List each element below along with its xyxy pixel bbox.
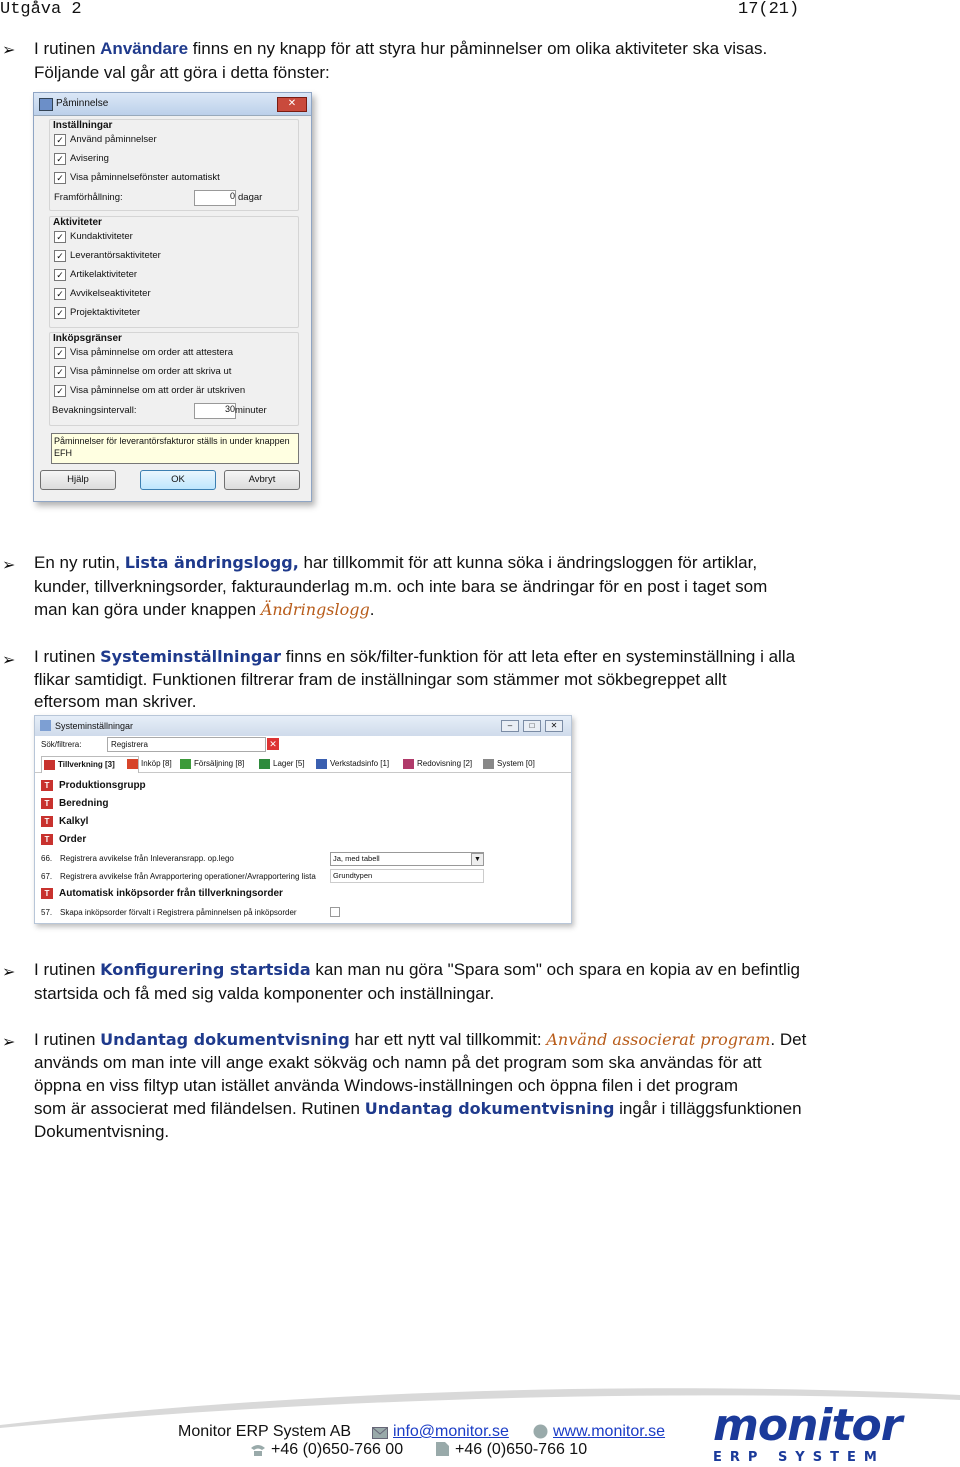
group-row[interactable] [41, 832, 86, 848]
setting-number: 67. [41, 872, 53, 881]
app-icon [40, 720, 51, 731]
clear-icon[interactable]: ✕ [267, 738, 279, 750]
bullet-2: ➢ [2, 557, 16, 574]
search-label: Sök/filtrera: [41, 740, 82, 749]
bullet-4: ➢ [2, 964, 16, 981]
group-label: Aktiviteter [53, 217, 102, 228]
setting-label: Registrera avvikelse från Avrapportering operationer/Avrapportering lista [60, 872, 316, 881]
text: kunder, tillverkningsorder, fakturaunderlag m.m. och inte bara se ändringar för en post i taget som [34, 576, 768, 596]
checkbox-label: Avvikelseaktiviteter [70, 288, 151, 299]
checkbox-label: Projektaktiviteter [70, 307, 141, 318]
group-row[interactable] [41, 778, 146, 794]
checkbox-label: Visa påminnelse om order att skriva ut [70, 366, 232, 377]
dialog-title: Påminnelse [56, 98, 109, 109]
monitor-logo [713, 1400, 903, 1465]
lead-time-label: Framförhållning: [54, 192, 123, 203]
group-label: Inköpsgränser [53, 333, 122, 344]
text: öppna en viss filtyp utan istället använda Windows-inställningen och öppna filen i det program [34, 1076, 739, 1095]
row-label: Produktionsgrupp [59, 780, 146, 791]
text: En ny rutin, [34, 553, 125, 572]
text: . [369, 600, 375, 619]
text: finns en sök/filter-funktion för att leta efter en systeminställning i alla [281, 647, 796, 666]
window-titlebar [35, 716, 571, 736]
mail-icon [372, 1427, 388, 1439]
tab-label: Försäljning [8] [194, 759, 245, 768]
checkbox-label: Visa påminnelsefönster automatiskt [70, 172, 220, 183]
help-button[interactable]: Hjälp [40, 470, 116, 490]
tab-lager[interactable] [257, 756, 305, 772]
checkbox[interactable]: ✓ [54, 172, 66, 184]
tab-forsaljning[interactable] [178, 756, 244, 772]
checkbox-label: Visa påminnelse om order att attestera [70, 347, 233, 358]
group-icon: T [41, 834, 53, 845]
unit-label: minuter [235, 405, 267, 416]
text: Dokumentvisning. [34, 1122, 170, 1141]
cancel-button[interactable]: Avbryt [224, 470, 300, 490]
bullet-3: ➢ [2, 652, 16, 669]
maximize-icon[interactable]: □ [523, 720, 541, 732]
paragraph-andringslogg [34, 551, 884, 622]
routine-name: Undantag dokumentvisning [364, 1099, 615, 1118]
email-link[interactable]: info@monitor.se [393, 1423, 509, 1440]
setting-select[interactable]: Ja, med tabell [330, 852, 484, 866]
setting-number: 66. [41, 854, 53, 863]
checkbox-label: Kundaktiviteter [70, 231, 133, 242]
tab-label: Inköp [8] [141, 759, 172, 768]
text: I rutinen [34, 960, 101, 979]
routine-name: Systeminställningar [100, 647, 282, 666]
info-note: Påminnelser för leverantörsfakturor ställs in under knappen EFH [51, 433, 299, 464]
text: kan man nu göra "Spara som" och spara en kopia av en befintlig [310, 960, 800, 979]
bullet-5: ➢ [2, 1034, 16, 1051]
tab-verkstadsinfo[interactable] [314, 756, 389, 772]
phone-number: +46 (0)650-766 00 [271, 1441, 404, 1458]
checkbox[interactable]: ✓ [54, 288, 66, 300]
text: finns en ny knapp för att styra hur påminnelser om olika aktiviteter ska visas. [188, 39, 768, 58]
checkbox[interactable]: ✓ [54, 134, 66, 146]
setting-number: 57. [41, 908, 53, 917]
row-label: Beredning [59, 798, 109, 809]
tab-inkop[interactable] [125, 756, 172, 772]
checkbox[interactable]: ✓ [54, 347, 66, 359]
activities-group [49, 216, 299, 328]
logo-wordmark: monitor [713, 1400, 902, 1451]
text: . Det [770, 1030, 807, 1049]
group-icon: T [41, 780, 53, 791]
option-name: Använd associerat program [546, 1030, 771, 1049]
globe-icon [533, 1424, 548, 1439]
setting-field[interactable]: Grundtypen [330, 869, 484, 883]
routine-name: Undantag dokumentvisning [100, 1030, 350, 1049]
checkbox[interactable]: ✓ [54, 153, 66, 165]
group-icon: T [41, 798, 53, 809]
checkbox[interactable]: ✓ [54, 250, 66, 262]
group-row[interactable] [41, 814, 88, 830]
text: man kan göra under knappen [34, 600, 261, 619]
setting-label: Skapa inköpsorder förvalt i Registrera påminnelsen på inköpsorder [60, 908, 297, 917]
app-icon [39, 98, 53, 111]
checkbox[interactable]: ✓ [54, 269, 66, 281]
search-input[interactable]: Registrera [107, 737, 266, 752]
ok-button[interactable]: OK [140, 470, 216, 490]
group-icon: T [41, 816, 53, 827]
purchase-limits-group [49, 332, 299, 426]
button-name: Ändringslogg [260, 600, 370, 619]
unit-label: dagar [238, 192, 263, 203]
minimize-icon[interactable]: – [501, 720, 519, 732]
group-icon: T [41, 888, 53, 899]
checkbox-label: Använd påminnelser [70, 134, 157, 145]
company-name: Monitor ERP System AB [178, 1423, 352, 1440]
group-row[interactable] [41, 886, 283, 902]
text: startsida och få med sig valda komponenter och inställningar. [34, 983, 495, 1003]
checkbox[interactable]: ✓ [54, 366, 66, 378]
paragraph-systeminstallningar [34, 646, 884, 714]
text: I rutinen [34, 1030, 101, 1049]
text: I rutinen [34, 647, 101, 666]
text: flikar samtidigt. Funktionen filtrerar fram de inställningar som stämmer mot sökbegreppet allt [34, 669, 727, 689]
website-link[interactable]: www.monitor.se [553, 1423, 666, 1440]
bullet-1: ➢ [2, 42, 16, 59]
checkbox-label: Artikelaktiviteter [70, 269, 138, 280]
tab-label: Verkstadsinfo [1] [330, 759, 390, 768]
edition-label: Utgåva 2 [0, 0, 82, 19]
system-settings-window [34, 715, 572, 924]
tab-label: Lager [5] [273, 759, 305, 768]
settings-group [49, 119, 299, 211]
text: Följande val går att göra i detta fönster: [34, 62, 330, 82]
text: har tillkommit för att kunna söka i ändringsloggen för artiklar, [298, 553, 758, 572]
setting-checkbox[interactable] [330, 907, 340, 917]
interval-spinner[interactable]: 30 [194, 403, 236, 419]
fax-icon [435, 1441, 450, 1457]
row-label: Automatisk inköpsorder från tillverkningsorder [59, 888, 283, 899]
checkbox[interactable]: ✓ [54, 307, 66, 319]
logo-subtitle: ERP SYSTEM [713, 1450, 885, 1465]
row-label: Kalkyl [59, 816, 89, 827]
routine-name: Användare [100, 39, 189, 58]
close-icon[interactable]: ✕ [545, 720, 563, 732]
checkbox-label: Leverantörsaktiviteter [70, 250, 161, 261]
checkbox[interactable]: ✓ [54, 385, 66, 397]
fax-number: +46 (0)650-766 10 [455, 1441, 588, 1458]
paragraph-anvandare [34, 37, 884, 84]
dialog-titlebar [34, 93, 311, 116]
text: har ett nytt val tillkommit: [349, 1030, 547, 1049]
chevron-down-icon[interactable]: ▼ [471, 853, 484, 866]
checkbox-label: Visa påminnelse om att order är utskriven [70, 385, 246, 396]
tab-label: System [0] [497, 759, 535, 768]
text: I rutinen [34, 39, 101, 58]
page-number: 17(21) [738, 0, 800, 19]
text: används om man inte vill ange exakt sökväg och namn på det program som ska användas för att [34, 1053, 762, 1072]
close-icon[interactable]: ✕ [277, 97, 307, 112]
row-label: Order [59, 834, 87, 845]
text: ingår i tilläggsfunktionen [614, 1099, 802, 1118]
checkbox-label: Avisering [70, 153, 109, 164]
checkbox[interactable]: ✓ [54, 231, 66, 243]
group-label: Inställningar [53, 120, 113, 131]
interval-label: Bevakningsintervall: [52, 405, 137, 416]
phone-icon [250, 1443, 266, 1457]
text: som är associerat med filändelsen. Rutinen [34, 1099, 365, 1118]
text: eftersom man skriver. [34, 692, 197, 711]
tab-label: Redovisning [2] [417, 759, 473, 768]
routine-name: Konfigurering startsida [100, 960, 311, 979]
setting-label: Registrera avvikelse från Inleveransrapp. op.lego [60, 854, 234, 863]
paragraph-konfigurering [34, 958, 884, 1005]
group-row[interactable] [41, 796, 108, 812]
tab-label: Tillverkning [3] [58, 760, 115, 769]
reminder-dialog [33, 92, 312, 502]
tab-system[interactable] [481, 756, 535, 772]
window-title: Systeminställningar [55, 721, 134, 731]
paragraph-undantag [34, 1028, 884, 1143]
routine-name: Lista ändringslogg, [124, 553, 299, 572]
lead-time-spinner[interactable]: 0 [194, 190, 236, 206]
tab-redovisning[interactable] [401, 756, 472, 772]
